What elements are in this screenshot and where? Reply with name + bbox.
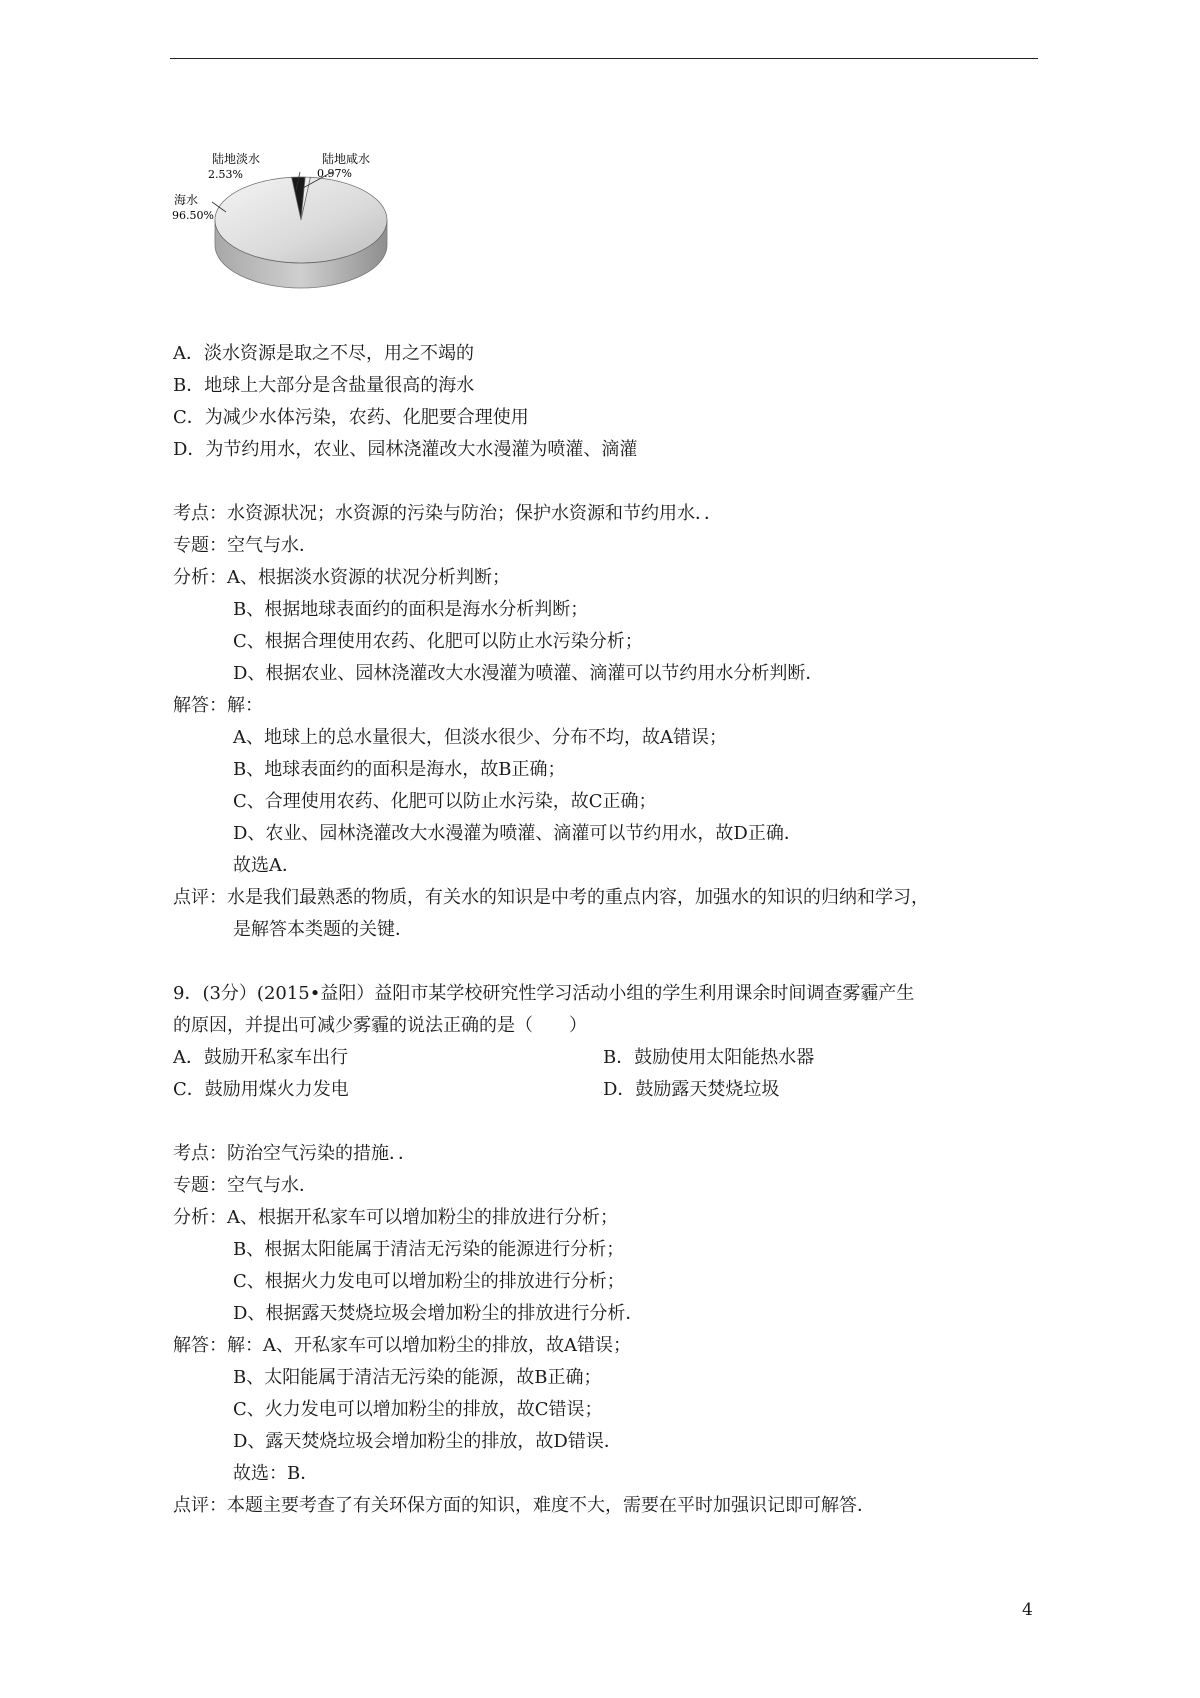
label-seawater-name: 海水: [174, 193, 199, 207]
label-freshwater-value: 2.53%: [208, 168, 243, 181]
pie-slices: [215, 177, 387, 263]
label-saltwater-name: 陆地咸水: [322, 152, 371, 166]
q9-jieda-d: D、露天焚烧垃圾会增加粉尘的排放，故D错误．: [233, 1431, 622, 1452]
q8-jieda-d: D、农业、园林浇灌改大水漫灌为喷灌、滴灌可以节约用水，故D正确．: [233, 823, 802, 844]
label-freshwater-name: 陆地淡水: [212, 152, 261, 166]
q8-option-d: D．为节约用水，农业、园林浇灌改大水漫灌为喷灌、滴灌: [173, 439, 638, 460]
q9-jieda-head: 解答：解：A、开私家车可以增加粉尘的排放，故A错误；: [173, 1335, 631, 1356]
q9-fenxi-d: D、根据露天焚烧垃圾会增加粉尘的排放进行分析．: [233, 1303, 644, 1324]
q8-fenxi-head: 分析：A、根据淡水资源的状况分析判断；: [173, 567, 510, 588]
q8-fenxi-b: B、根据地球表面约的面积是海水分析判断；: [233, 599, 589, 620]
q8-dianping-1: 点评：水是我们最熟悉的物质，有关水的知识是中考的重点内容，加强水的知识的归纳和学习，: [173, 887, 929, 908]
q9-kaodian: 考点：防治空气污染的措施．．: [173, 1143, 416, 1164]
header-rule: [170, 58, 1038, 59]
q9-fenxi-b: B、根据太阳能属于清洁无污染的能源进行分析；: [233, 1239, 625, 1260]
q8-jieda-a: A、地球上的总水量很大，但淡水很少、分布不均，故A错误；: [233, 727, 727, 748]
q8-option-b: B．地球上大部分是含盐量很高的海水: [173, 375, 475, 396]
q9-options-row-1: [173, 1042, 1043, 1074]
q9-options-row-2: [173, 1074, 1043, 1106]
page-number: 4: [1022, 1600, 1033, 1620]
q8-fenxi-d: D、根据农业、园林浇灌改大水漫灌为喷灌、滴灌可以节约用水分析判断．: [233, 663, 824, 684]
q9-option-a: A．鼓励开私家车出行: [173, 1047, 348, 1068]
q9-option-c: C．鼓励用煤火力发电: [173, 1079, 349, 1100]
q9-dianping: 点评：本题主要考查了有关环保方面的知识，难度不大，需要在平时加强识记即可解答．: [173, 1495, 875, 1516]
q8-option-a: A．淡水资源是取之不尽，用之不竭的: [173, 343, 474, 364]
q8-jieda-head: 解答：解：: [173, 695, 263, 716]
page-content: [173, 338, 1043, 1522]
q9-option-d: D．鼓励露天焚烧垃圾: [603, 1079, 780, 1100]
q8-kaodian: 考点：水资源状况；水资源的污染与防治；保护水资源和节约用水．．: [173, 503, 722, 524]
q9-stem-1: 9．(3分）(2015•益阳）益阳市某学校研究性学习活动小组的学生利用课余时间调查雾霾产生: [173, 983, 915, 1004]
pie-chart-svg: [172, 150, 434, 322]
q8-dianping-2: 是解答本类题的关键．: [233, 919, 413, 940]
q9-stem-2: 的原因，并提出可减少雾霾的说法正确的是（ ）: [173, 1015, 587, 1036]
q8-option-c: C．为减少水体污染，农药、化肥要合理使用: [173, 407, 529, 428]
q9-jieda-b: B、太阳能属于清洁无污染的能源，故B正确；: [233, 1367, 602, 1388]
q8-jieda-c: C、合理使用农药、化肥可以防止水污染，故C正确；: [233, 791, 657, 812]
q9-jieda-c: C、火力发电可以增加粉尘的排放，故C错误；: [233, 1399, 603, 1420]
q9-fenxi-head: 分析：A、根据开私家车可以增加粉尘的排放进行分析；: [173, 1207, 618, 1228]
water-distribution-pie-chart: [172, 150, 434, 322]
q8-answer: 故选A．: [233, 855, 300, 876]
label-seawater-value: 96.50%: [172, 209, 214, 222]
q8-jieda-b: B、地球表面约的面积是海水，故B正确；: [233, 759, 566, 780]
q8-zhuanti: 专题：空气与水．: [173, 535, 317, 556]
label-saltwater-value: 0.97%: [317, 167, 352, 180]
q9-fenxi-c: C、根据火力发电可以增加粉尘的排放进行分析；: [233, 1271, 625, 1292]
q9-zhuanti: 专题：空气与水．: [173, 1175, 317, 1196]
q8-fenxi-c: C、根据合理使用农药、化肥可以防止水污染分析；: [233, 631, 643, 652]
q9-answer: 故选：B．: [233, 1463, 319, 1484]
q9-option-b: B．鼓励使用太阳能热水器: [603, 1047, 815, 1068]
